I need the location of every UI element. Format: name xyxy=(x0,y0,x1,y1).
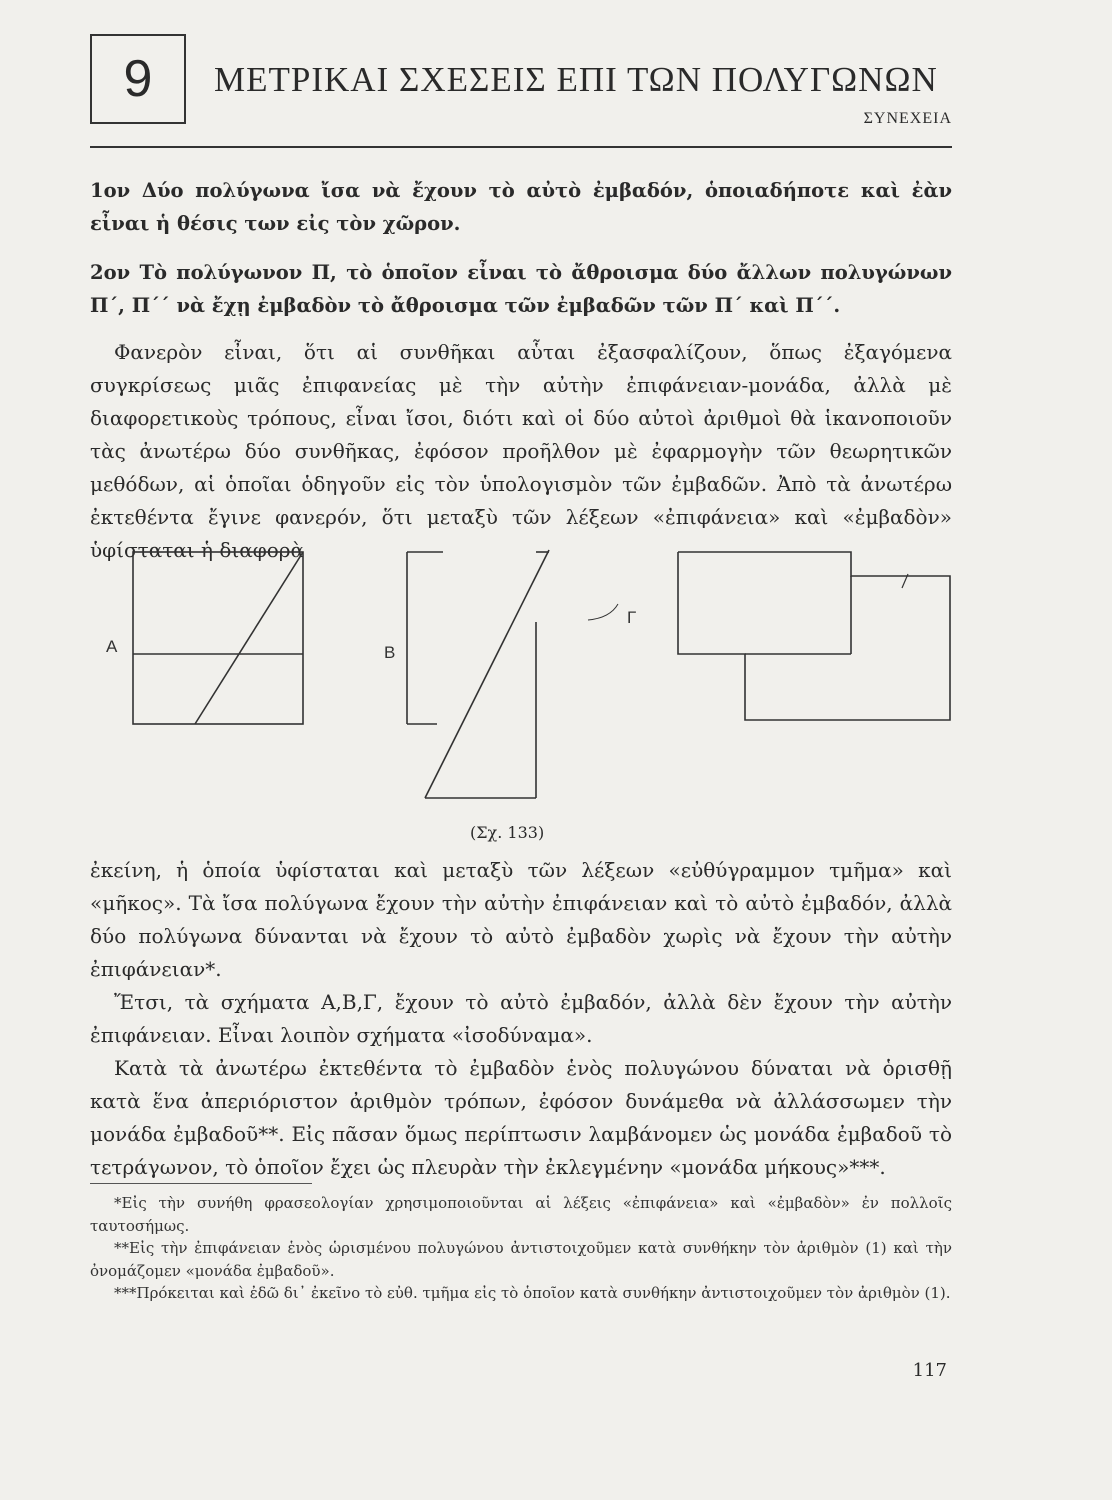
chapter-title: ΜΕΤΡΙΚΑΙ ΣΧΕΣΕΙΣ ΕΠΙ ΤΩΝ ΠΟΛΥΓΩΝΩΝ xyxy=(214,60,938,99)
paragraph-1: Φανερὸν εἶναι, ὅτι αἱ συνθῆκαι αὗται ἐξασφαλίζουν, ὅπως ἐξαγόμενα συγκρίσεως μιᾶς ἐπιφανείας μὲ τὴν αὐτὴν ἐπιφάνειαν-μονάδα, ἀλλὰ μὲ διαφορετικοὺς τρόπους, εἶναι ἴσοι, διότι καὶ οἱ δύο αὐτοὶ ἀριθμοὶ θὰ ἱκανοποιοῦν τὰς ἀνωτέρω δύο συνθῆκας, ἐφόσον προῆλθον μὲ ἐφαρμογὴν τῶν θεωρητικῶν μεθόδων, αἱ ὁποῖαι ὁδηγοῦν εἰς τὸν ὑπολογισμὸν τῶν ἐμβαδῶν. Ἀπὸ τὰ ἀνωτέρω ἐκτεθέντα ἔγινε φανερόν, ὅτι μεταξὺ τῶν λέξεων «ἐπιφάνεια» καὶ «ἐμβαδὸν» ὑφίσταται ἡ διαφορὰ xyxy=(90,340,952,562)
figure-b-shape xyxy=(407,550,549,798)
figure-c-shape xyxy=(678,552,950,720)
chapter-number-box xyxy=(90,34,186,124)
figure-a-label: Α xyxy=(106,637,118,656)
figure-c-pointer xyxy=(588,604,618,620)
condition-1: 1ον Δύο πολύγωνα ἴσα νὰ ἔχουν τὸ αὐτὸ ἐμβαδόν, ὁποιαδήποτε καὶ ἐὰν εἶναι ἡ θέσις των εἰς τὸν χῶρον. xyxy=(90,179,952,235)
figure-c-label: Γ xyxy=(627,608,637,627)
upper-text-block xyxy=(90,174,952,567)
footnotes xyxy=(90,1192,952,1305)
figure-133 xyxy=(90,540,952,820)
footnote-1: *Εἰς τὴν συνήθη φρασεολογίαν χρησιμοποιοῦνται αἱ λέξεις «ἐπιφάνεια» καὶ «ἐμβαδὸν» ἐν πολλοῖς ταυτοσήμως. xyxy=(90,1194,952,1235)
footnote-rule xyxy=(90,1183,312,1184)
figure-caption: (Σχ. 133) xyxy=(470,823,545,842)
condition-2: 2ον Τὸ πολύγωνον Π, τὸ ὁποῖον εἶναι τὸ ἄθροισμα δύο ἄλλων πολυγώνων Π΄, Π΄΄ νὰ ἔχῃ ἐμβαδὸν τὸ ἄθροισμα τῶν ἐμβαδῶν τῶν Π΄ καὶ Π΄΄. xyxy=(90,261,952,317)
chapter-subtitle: ΣΥΝΕΧΕΙΑ xyxy=(863,110,952,127)
paragraph-4: Κατὰ τὰ ἀνωτέρω ἐκτεθέντα τὸ ἐμβαδὸν ἑνὸς πολυγώνου δύναται νὰ ὁρισθῇ κατὰ ἕνα ἀπεριόριστον ἀριθμὸν τρόπων, ἐφόσον δυνάμεθα νὰ ἀλλάσσωμεν τὴν μονάδα ἐμβαδοῦ**. Εἰς πᾶσαν ὅμως περίπτωσιν λαμβάνομεν ὡς μονάδα ἐμβαδοῦ τὸ τετράγωνον, τὸ ὁποῖον ἔχει ὡς πλευρὰν τὴν ἐκλεγμένην «μονάδα μήκους»***. xyxy=(90,1056,952,1179)
page-number: 117 xyxy=(912,1360,947,1381)
figure-a-shape xyxy=(133,552,303,724)
figure-b-label: Β xyxy=(384,643,396,662)
lower-text-block xyxy=(90,854,952,1184)
header-rule xyxy=(90,146,952,148)
chapter-number: 9 xyxy=(123,50,153,108)
paragraph-2: ἐκείνη, ἡ ὁποία ὑφίσταται καὶ μεταξὺ τῶν λέξεων «εὐθύγραμμον τμῆμα» καὶ «μῆκος». Τὰ ἴσα πολύγωνα ἔχουν τὴν αὐτὴν ἐπιφάνειαν καὶ τὸ αὐτὸ ἐμβαδόν, ἀλλὰ δύο πολύγωνα δύνανται νὰ ἔχουν τὸ αὐτὸ ἐμβαδὸν χωρὶς νὰ ἔχουν τὴν αὐτὴν ἐπιφάνειαν*. xyxy=(90,858,952,981)
footnote-3: ***Πρόκειται καὶ ἐδῶ δι᾽ ἐκεῖνο τὸ εὐθ. τμῆμα εἰς τὸ ὁποῖον κατὰ συνθήκην ἀντιστοιχοῦμεν τὸν ἀριθμὸν (1). xyxy=(114,1284,951,1302)
footnote-2: **Εἰς τὴν ἐπιφάνειαν ἑνὸς ὡρισμένου πολυγώνου ἀντιστοιχοῦμεν κατὰ συνθήκην τὸν ἀριθμὸν (1) καὶ τὴν ὀνομάζομεν «μονάδα ἐμβαδοῦ». xyxy=(90,1239,952,1280)
paragraph-3: Ἔτσι, τὰ σχήματα Α,Β,Γ, ἔχουν τὸ αὐτὸ ἐμβαδόν, ἀλλὰ δὲν ἔχουν τὴν αὐτὴν ἐπιφάνειαν. Εἶναι λοιπὸν σχήματα «ἰσοδύναμα». xyxy=(90,990,952,1047)
